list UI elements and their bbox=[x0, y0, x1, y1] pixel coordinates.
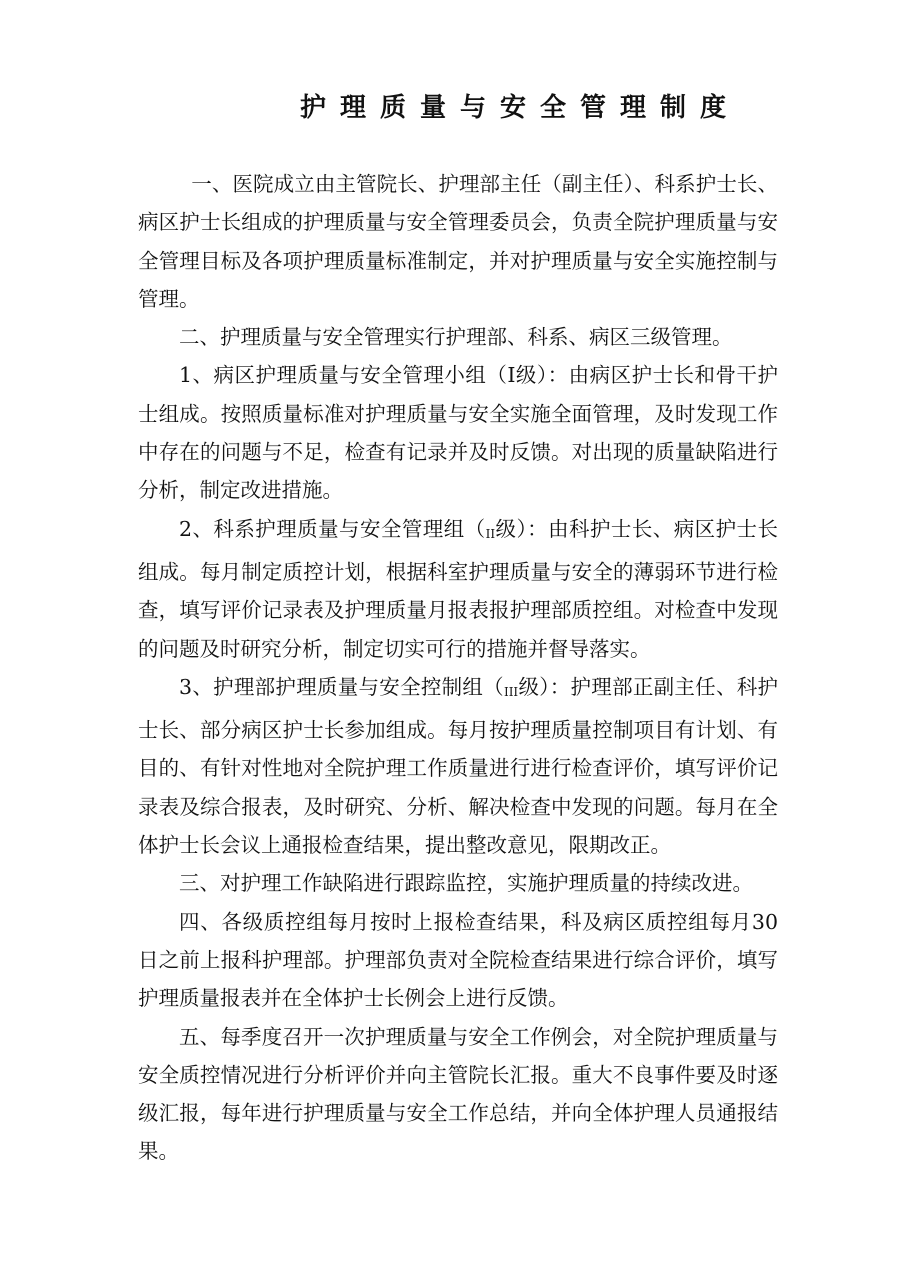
paragraph-6: 三、对护理工作缺陷进行跟踪监控，实施护理质量的持续改进。 bbox=[179, 871, 753, 896]
level-3-subscript: III bbox=[503, 684, 519, 699]
paragraph-7: 四、各级质控组每月按时上报检查结果，科及病区质控组每月30日之前上报科护理部。护理部负责对全院检查结果进行综合评价，填写护理质量报表并在全体护士长例会上进行反馈。 bbox=[138, 909, 778, 1011]
paragraph-5-rest: 级）：护理部正副主任、科护士长、部分病区护士长参加组成。每月按护理质量控制项目有计划、有目的、有针对性地对全院护理工作质量进行进行检查评价，填写评价记录表及综合报表，及时研究、分析、解决检查中发现的问题。每月在全体护士长会议上通报检查结果，提出整改意见，限期改正。 bbox=[138, 674, 779, 858]
paragraph-2: 二、护理质量与安全管理实行护理部、科系、病区三级管理。 bbox=[179, 325, 733, 350]
paragraph-5 bbox=[138, 668, 778, 864]
paragraph-4 bbox=[138, 510, 778, 668]
paragraph-4-rest: 级）：由科护士长、病区护士长组成。每月制定质控计划，根据科室护理质量与安全的薄弱环节进行检查，填写评价记录表及护理质量月报表报护理部质控组。对检查中发现的问题及时研究分析，制定切实可行的措施并督导落实。 bbox=[138, 516, 778, 661]
paragraph-3: 1、病区护理质量与安全管理小组（Ⅰ级）：由病区护士长和骨干护士组成。按照质量标准对护理质量与安全实施全面管理，及时发现工作中存在的问题与不足，检查有记录并及时反馈。对出现的质量缺陷进行分析，制定改进措施。 bbox=[138, 363, 778, 503]
paragraph-4-lead: 2、科系护理质量与安全管理组（ bbox=[179, 516, 486, 541]
paragraph-1: 一、医院成立由主管院长、护理部主任（副主任）、科系护士长、病区护士长组成的护理质量与安全管理委员会，负责全院护理质量与安全管理目标及各项护理质量标准制定，并对护理质量与安全实施控制与管理。 bbox=[138, 172, 778, 311]
document-title: 护理质量与安全管理制度 bbox=[300, 93, 741, 123]
paragraph-5-lead: 3、护理部护理质量与安全控制组（ bbox=[179, 674, 504, 699]
document-body bbox=[138, 165, 778, 1171]
paragraph-8: 五、每季度召开一次护理质量与安全工作例会，对全院护理质量与安全质控情况进行分析评价并向主管院长汇报。重大不良事件要及时逐级汇报，每年进行护理质量与安全工作总结，并向全体护理人员通报结果。 bbox=[138, 1024, 778, 1164]
level-2-subscript: II bbox=[485, 526, 496, 541]
